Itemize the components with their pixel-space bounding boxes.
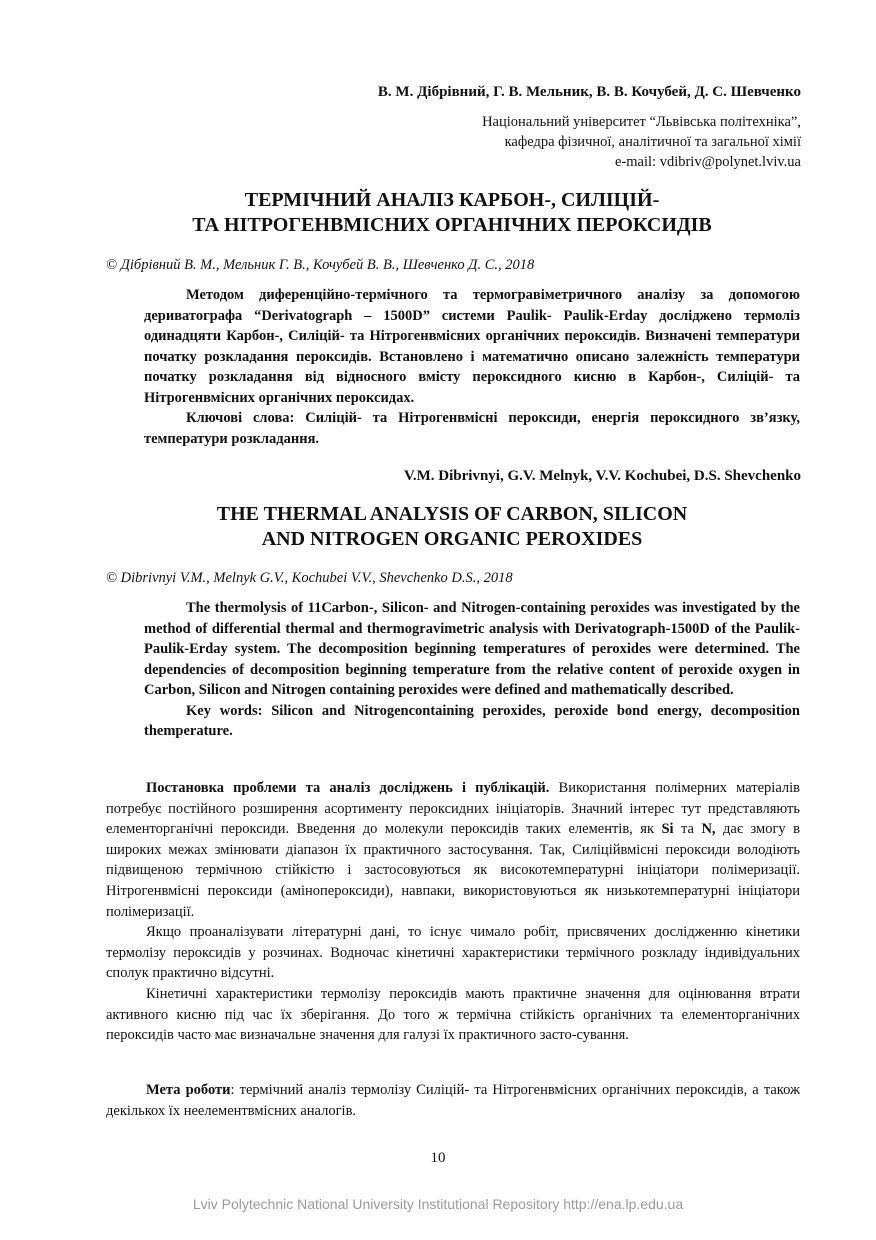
element-n: N, — [701, 821, 716, 838]
body-paragraph-1 — [106, 778, 800, 922]
title-english — [100, 502, 804, 552]
affiliation-department: кафедра фізичної, аналітичної та загальної хімії — [504, 134, 801, 150]
goal-text: : термічний аналіз термолізу Силіцій- та Нітрогенвмісних органічних пероксидів, а також декількох їх неелементвмісних аналогів. — [106, 1082, 800, 1119]
body-paragraph-1-part-c: дає змогу в широких межах змінювати діапазон їх практичного застосування. Так, Силіційвмісні пероксиди володіють підвищеною термічною стійкістю і застосовуються як високотемпературні ініціатори полімеризації. Нітрогенвмісні пероксиди (амінопероксиди), навпаки, використовуються як низькотемпературні ініціатори полімеризації. — [106, 821, 800, 920]
section-heading-goal: Мета роботи — [146, 1082, 231, 1098]
affiliation-email[interactable]: e-mail: vdibriv@polynet.lviv.ua — [615, 154, 801, 170]
affiliation-university: Національний університет “Львівська політехніка”, — [482, 114, 801, 130]
body-section-goal — [106, 1080, 800, 1121]
body-paragraph-1-part-b: та — [673, 821, 702, 838]
section-heading-problem: Постановка проблеми та аналіз досліджень і публікацій. — [146, 780, 550, 796]
abstract-ukrainian — [144, 285, 800, 449]
title-ukrainian-line-2: ТА НІТРОГЕНВМІСНИХ ОРГАНІЧНИХ ПЕРОКСИДІВ — [192, 214, 712, 236]
body-section-problem — [106, 778, 800, 1046]
authors-ukrainian: В. М. Дібрівний, Г. В. Мельник, В. В. Кочубей, Д. С. Шевченко — [377, 84, 801, 100]
body-paragraph-3: Кінетичні характеристики термолізу пероксидів мають практичне значення для оцінювання втрати активного кисню під час їх зберігання. До того ж термічна стійкість органічних та елементорганічних пероксидів часто має визначальне значення для галузі їх практичного засто-сування. — [106, 985, 800, 1044]
abstract-english — [144, 598, 800, 742]
authors-english: V.M. Dibrivnyi, G.V. Melnyk, V.V. Kochubei, D.S. Shevchenko — [403, 468, 801, 484]
title-ukrainian-line-1: ТЕРМІЧНИЙ АНАЛІЗ КАРБОН-, СИЛІЦІЙ- — [244, 189, 660, 211]
affiliation — [482, 112, 801, 172]
copyright-english: © Dibrivnyi V.M., Melnyk G.V., Kochubei V.V., Shevchenko D.S., 2018 — [106, 570, 513, 586]
abstract-ukrainian-text: Методом диференційно-термічного та термогравіметричного аналізу за допомогою дериватографа “Derivatograph – 1500D” системи Paulik- Paulik-Erday досліджено термоліз одинадцяти Карбон-, Силіцій- та Нітрогенвмісних органічних пероксидів. Визначені температури початку розкладання пероксидів. Встановлено і математично описано залежність температури початку розкладання від відносного вмісту пероксидного кисню в Карбон-, Силіцій- та Нітрогенвмісних органічних пероксидах. — [144, 287, 800, 406]
title-ukrainian — [100, 188, 804, 238]
title-english-line-2: AND NITROGEN ORGANIC PEROXIDES — [261, 528, 643, 550]
title-english-line-1: THE THERMAL ANALYSIS OF CARBON, SILICON — [216, 503, 688, 525]
repository-footer[interactable]: Lviv Polytechnic National University Institutional Repository http://ena.lp.edu.ua — [192, 1196, 684, 1212]
body-paragraph-goal — [106, 1080, 800, 1121]
page-number: 10 — [430, 1150, 446, 1166]
copyright-ukrainian: © Дібрівний В. М., Мельник Г. В., Кочубей В. В., Шевченко Д. С., 2018 — [106, 257, 535, 273]
body-paragraph-1-part-a: Використання полімерних матеріалів потребує постійного розширення асортименту пероксидних ініціаторів. Значний інтерес тут представляють елементорганічні пероксиди. Введення до молекули пероксидів таких елементів, як — [106, 780, 800, 838]
abstract-english-text: The thermolysis of 11Carbon-, Silicon- and Nitrogen-containing peroxides was investigated by the method of differential thermal and thermogravimetric analysis with Derivatograph-1500D of the Paulik-Paulik-Erday system. The decomposition beginning temperatures of peroxides were determined. The dependencies of decomposition beginning temperature from the relative content of peroxide oxygen in Carbon, Silicon and Nitrogen containing peroxides were defined and mathematically described. — [144, 600, 800, 698]
keywords-ukrainian: Ключові слова: Силіцій- та Нітрогенвмісні пероксиди, енергія пероксидного зв’язку, температури розкладання. — [144, 410, 800, 447]
keywords-english: Key words: Silicon and Nitrogencontaining peroxides, peroxide bond energy, decomposition themperature. — [144, 702, 800, 739]
body-paragraph-2: Якщо проаналізувати літературні дані, то існує чимало робіт, присвячених дослідженню кінетики термолізу пероксидів у розчинах. Водночас кінетичні характеристики термічного розкладу індивідуальних сполук практично відсутні. — [106, 924, 800, 982]
element-si: Si — [661, 821, 674, 838]
